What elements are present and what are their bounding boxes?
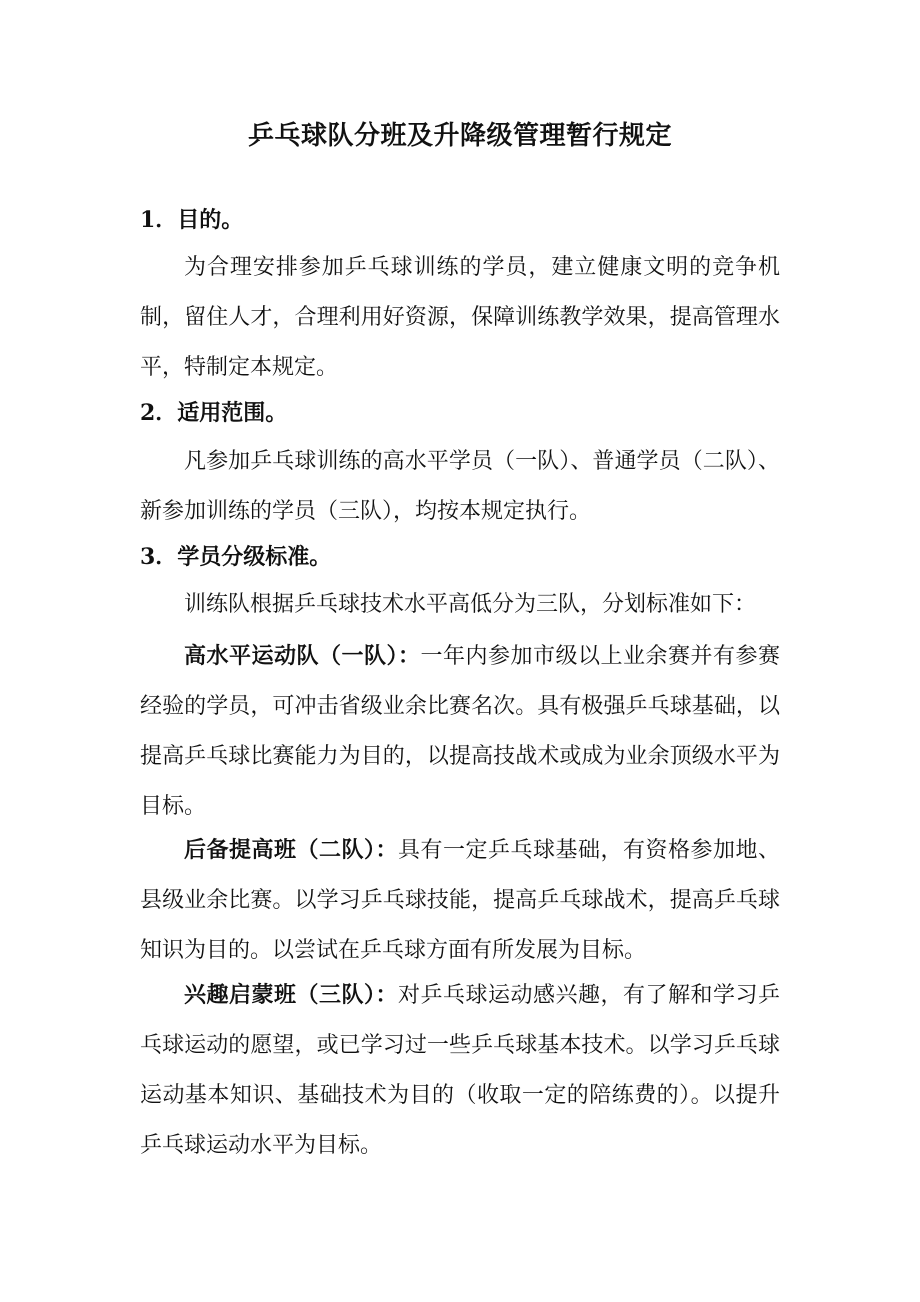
purpose-paragraph — [140, 243, 780, 393]
document-title: 乒乓球队分班及升降级管理暂行规定 — [247, 121, 672, 151]
team-two-text: 具有一定乒乓球基础，有资格参加地、县级业余比赛。以学习乒乓球技能，提高乒乓球战术，提高乒乓球知识为目的。以尝试在乒乓球方面有所发展为目标。 — [140, 838, 780, 963]
team-three-label: 兴趣启蒙班（三队）： — [184, 982, 398, 1008]
section-heading-scope: 2．适用范围。 — [140, 400, 288, 426]
scope-paragraph — [140, 437, 780, 537]
team-three-text: 对乒乓球运动感兴趣，有了解和学习乒乓球运动的愿望，或已学习过一些乒乓球基本技术。以学习乒乓球运动基本知识、基础技术为目的（收取一定的陪练费的）。以提升乒乓球运动水平为目标。 — [140, 983, 780, 1158]
scope-paragraph-text: 凡参加乒乓球训练的高水平学员（一队）、普通学员（二队）、新参加训练的学员（三队），均按本规定执行。 — [140, 449, 780, 524]
team-two-paragraph — [140, 825, 780, 976]
grading-intro-paragraph — [140, 580, 780, 630]
team-one-paragraph — [140, 631, 780, 832]
team-one-label: 高水平运动队（一队）： — [184, 643, 421, 669]
team-three-paragraph — [140, 970, 780, 1171]
grading-intro-text: 训练队根据乒乓球技术水平高低分为三队，分划标准如下： — [184, 592, 757, 617]
purpose-paragraph-text: 为合理安排参加乒乓球训练的学员，建立健康文明的竞争机制，留住人才，合理利用好资源，保障训练教学效果，提高管理水平，特制定本规定。 — [140, 255, 780, 380]
section-heading-grading: 3．学员分级标准。 — [140, 544, 332, 570]
section-heading-purpose: 1．目的。 — [140, 207, 244, 233]
team-two-label: 后备提高班（二队）： — [184, 837, 398, 863]
team-one-text: 一年内参加市级以上业余赛并有参赛经验的学员，可冲击省级业余比赛名次。具有极强乒乓球基础，以提高乒乓球比赛能力为目的，以提高技战术或成为业余顶级水平为目标。 — [140, 644, 780, 819]
